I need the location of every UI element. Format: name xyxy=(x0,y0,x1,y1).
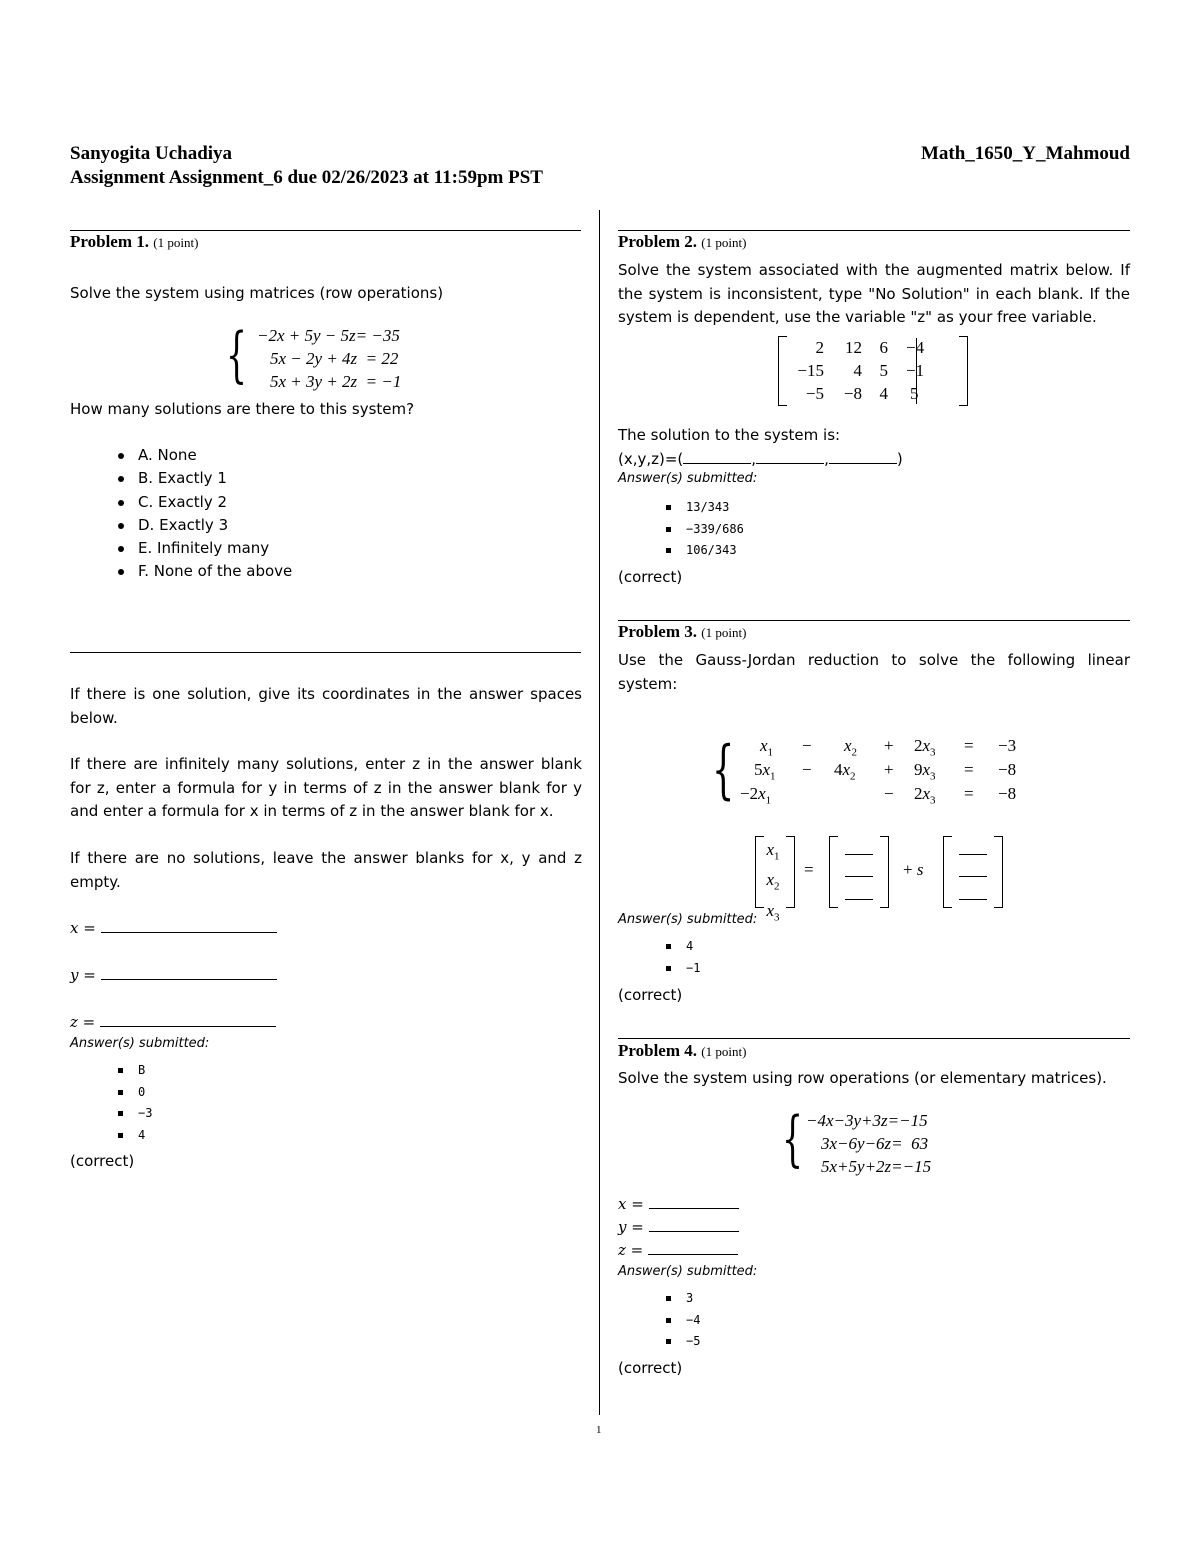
problem-4-x-row xyxy=(618,1194,739,1213)
p3-term: $9x_3$ xyxy=(914,760,936,783)
matrix-cell: 12 xyxy=(845,337,862,357)
matrix-cell: 6 xyxy=(879,337,888,357)
option-e: E. Infinitely many xyxy=(118,537,292,560)
y-label: y = xyxy=(618,1218,644,1236)
matrix-table xyxy=(786,336,936,405)
problem-1-para3: If there are no solutions, leave the answer blanks for x, y and z empty. xyxy=(70,849,582,891)
assignment-title: Assignment Assignment_6 due 02/26/2023 at 11:59pm PST xyxy=(70,167,543,188)
variable-vector: $x_1$ $x_2$ $x_3$ xyxy=(766,840,780,924)
problem-1-status: (correct) xyxy=(70,1152,135,1170)
problem-4-brace: { xyxy=(782,1104,804,1174)
particular-blank-2[interactable] xyxy=(845,862,873,877)
problem-1-label: Problem 1. xyxy=(70,232,150,251)
vec-bracket xyxy=(994,836,1003,908)
matrix-cell: 4 xyxy=(853,360,862,380)
answer-item: 4 xyxy=(118,1125,152,1147)
problem-1-subrule xyxy=(70,652,581,653)
problem-2-submitted-label: Answer(s) submitted: xyxy=(618,471,758,486)
problem-1-x-row xyxy=(70,918,277,937)
matrix-cell: 2 xyxy=(815,337,824,357)
problem-2-status: (correct) xyxy=(618,568,683,586)
vec-bracket xyxy=(943,836,952,908)
p3-term: $2x_3$ xyxy=(914,784,936,807)
problem-4-title xyxy=(618,1041,746,1061)
p3-eq: = xyxy=(964,736,974,755)
equals-sign: = xyxy=(804,860,814,879)
matrix-cell: −5 xyxy=(805,383,824,403)
problem-4-eq2: 3x−6y−6z= 63 xyxy=(821,1134,929,1153)
matrix-right-bracket xyxy=(959,336,968,406)
answer-item: 3 xyxy=(666,1288,700,1310)
page-number: 1 xyxy=(596,1424,602,1436)
problem-3-vector-equation xyxy=(755,836,1007,924)
problem-2-rule xyxy=(618,230,1130,231)
p3-op: − xyxy=(802,736,812,755)
problem-1-eq3: 5x + 3y + 2z = −1 xyxy=(270,372,402,391)
problem-4-label: Problem 4. xyxy=(618,1041,698,1060)
problem-3-title xyxy=(618,622,746,642)
problem-1-eq1: −2x + 5y − 5z= −35 xyxy=(257,326,400,345)
problem-2-tuple-row: (x,y,z)=( , , ) xyxy=(618,450,903,468)
problem-3-rule xyxy=(618,620,1130,621)
p3-term: $5x_1$ xyxy=(754,760,776,783)
p3-term: $-2x_1$ xyxy=(740,784,772,807)
answer-item: B xyxy=(118,1060,152,1082)
answer-item: −3 xyxy=(118,1103,152,1125)
problem-1-rule xyxy=(70,230,581,231)
answer-item: 0 xyxy=(118,1082,152,1104)
answer-item: −339/686 xyxy=(666,519,744,541)
direction-blank-2[interactable] xyxy=(959,862,987,877)
tuple-label: (x,y,z)=( xyxy=(618,450,684,468)
vec-bracket xyxy=(786,836,795,908)
p3-rhs: −8 xyxy=(998,760,1017,779)
matrix-cell: −4 xyxy=(906,337,925,357)
p3-eq: = xyxy=(964,760,974,779)
p3-op: + xyxy=(884,760,894,779)
vec-bracket xyxy=(829,836,838,908)
particular-blank-1[interactable] xyxy=(845,840,873,855)
problem-4-prompt: Solve the system using row operations (or elementary matrices). xyxy=(618,1069,1107,1087)
problem-3-status: (correct) xyxy=(618,986,683,1004)
problem-4-rule xyxy=(618,1038,1130,1039)
problem-3-points: (1 point) xyxy=(701,625,747,640)
option-d: D. Exactly 3 xyxy=(118,514,292,537)
problem-1-submitted-label: Answer(s) submitted: xyxy=(70,1036,210,1051)
problem-4-y-row xyxy=(618,1217,739,1236)
problem-1-prompt: Solve the system using matrices (row operations) xyxy=(70,284,444,302)
p3-op: − xyxy=(802,760,812,779)
matrix-cell: 4 xyxy=(879,383,888,403)
problem-2-solution-text: The solution to the system is: xyxy=(618,426,841,444)
particular-blank-3[interactable] xyxy=(845,885,873,900)
answer-item: 4 xyxy=(666,936,700,958)
problem-4-eq1: −4x−3y+3z=−15 xyxy=(806,1111,928,1130)
option-f: F. None of the above xyxy=(118,560,292,583)
problem-4-eq3: 5x+5y+2z=−15 xyxy=(821,1157,932,1176)
problem-1-para2: If there are infinitely many solutions, enter z in the answer blank for z, enter a formula for y in terms of z in the answer blank for y and enter a formula for x in terms of z in the answer blank for x. xyxy=(70,755,582,820)
p3-term: $4x_2$ xyxy=(834,760,856,783)
problem-1-options xyxy=(118,444,292,584)
problem-1-brace: { xyxy=(226,320,248,390)
option-b: B. Exactly 1 xyxy=(118,467,292,490)
problem-4-z-row xyxy=(618,1240,738,1259)
z-label: z = xyxy=(70,1013,96,1031)
problem-4-system xyxy=(806,1109,931,1178)
problem-3-brace: { xyxy=(712,733,735,807)
matrix-cell: 5 xyxy=(879,360,888,380)
vec-bracket xyxy=(880,836,889,908)
direction-blank-1[interactable] xyxy=(959,840,987,855)
y-label: y = xyxy=(70,966,96,984)
problem-2-label: Problem 2. xyxy=(618,232,698,251)
problem-1-eq2: 5x − 2y + 4z = 22 xyxy=(270,349,399,368)
x-answer-blank[interactable] xyxy=(101,918,277,933)
plus-s: + s xyxy=(903,860,924,879)
direction-blank-3[interactable] xyxy=(959,885,987,900)
p3-term: $x_1$ xyxy=(760,736,774,759)
problem-3-system xyxy=(730,736,1040,808)
problem-4-submitted-label: Answer(s) submitted: xyxy=(618,1264,758,1279)
y-tuple-blank[interactable] xyxy=(756,449,824,464)
problem-1-z-row xyxy=(70,1012,276,1031)
column-divider xyxy=(599,210,600,1415)
problem-2-answers xyxy=(666,497,744,562)
p3-eq: = xyxy=(964,784,974,803)
z-label: z = xyxy=(618,1241,644,1259)
problem-1-answers xyxy=(118,1060,152,1146)
student-name: Sanyogita Uchadiya xyxy=(70,143,233,164)
matrix-cell: −8 xyxy=(843,383,862,403)
answer-item: 13/343 xyxy=(666,497,744,519)
problem-4-answers xyxy=(666,1288,700,1353)
problem-2-title xyxy=(618,232,746,252)
p3-term: $2x_3$ xyxy=(914,736,936,759)
problem-2-prompt: Solve the system associated with the augmented matrix below. If the system is inconsistent, type "No Solution" in each blank. If the system is dependent, use the variable "z" as your free variable. xyxy=(618,261,1130,326)
x-label: x = xyxy=(618,1195,644,1213)
matrix-cell: 5 xyxy=(910,383,919,403)
x-tuple-blank[interactable] xyxy=(683,449,751,464)
problem-1-points: (1 point) xyxy=(153,235,199,250)
matrix-cell: −1 xyxy=(906,360,925,380)
answer-item: −5 xyxy=(666,1331,700,1353)
p3-rhs: −3 xyxy=(998,736,1017,755)
p3-op: − xyxy=(884,784,894,803)
problem-3-label: Problem 3. xyxy=(618,622,698,641)
problem-1-question: How many solutions are there to this system? xyxy=(70,400,415,418)
x-label: x = xyxy=(70,919,96,937)
p3-term: $x_2$ xyxy=(844,736,858,759)
problem-2-points: (1 point) xyxy=(701,235,747,250)
problem-1-system xyxy=(257,324,401,393)
p3-op: + xyxy=(884,736,894,755)
y-answer-blank[interactable] xyxy=(101,965,277,980)
problem-4-status: (correct) xyxy=(618,1359,683,1377)
problem-1-y-row xyxy=(70,965,277,984)
answer-item: 106/343 xyxy=(666,540,744,562)
p4-z-answer-blank[interactable] xyxy=(648,1240,738,1255)
answer-item: −1 xyxy=(666,958,700,980)
problem-3-submitted-label: Answer(s) submitted: xyxy=(618,912,758,927)
augmented-matrix xyxy=(778,336,968,408)
answer-item: −4 xyxy=(666,1310,700,1332)
problem-3-answers xyxy=(666,936,700,979)
course-name: Math_1650_Y_Mahmoud xyxy=(920,143,1130,164)
z-answer-blank[interactable] xyxy=(100,1012,276,1027)
matrix-cell: −15 xyxy=(797,360,824,380)
z-tuple-blank[interactable] xyxy=(829,449,897,464)
p4-x-answer-blank[interactable] xyxy=(649,1194,739,1209)
option-c: C. Exactly 2 xyxy=(118,491,292,514)
p4-y-answer-blank[interactable] xyxy=(649,1217,739,1232)
problem-3-prompt: Use the Gauss-Jordan reduction to solve the following linear system: xyxy=(618,651,1130,693)
p3-rhs: −8 xyxy=(998,784,1017,803)
problem-1-para1: If there is one solution, give its coordinates in the answer spaces below. xyxy=(70,685,582,727)
problem-4-points: (1 point) xyxy=(701,1044,747,1059)
option-a: A. None xyxy=(118,444,292,467)
problem-1-title xyxy=(70,232,198,252)
